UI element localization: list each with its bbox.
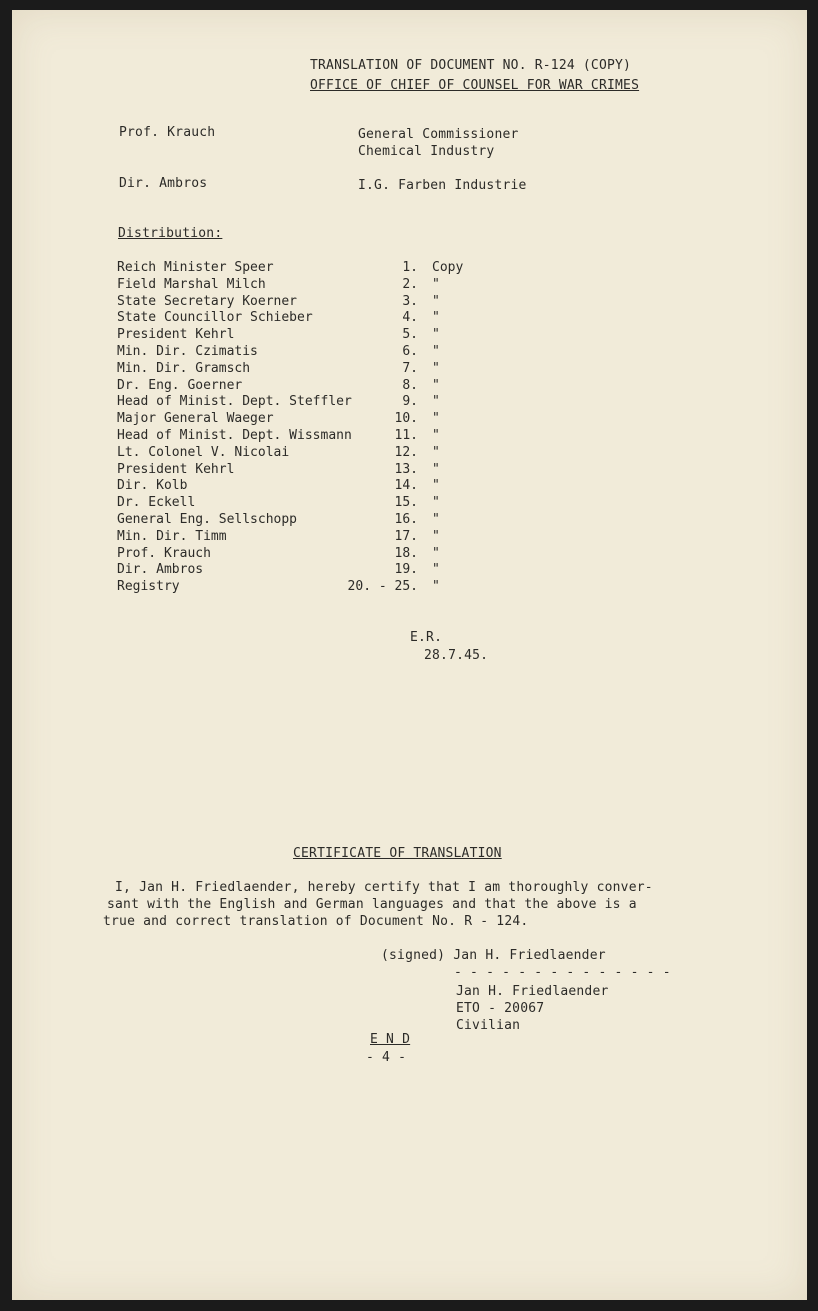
distribution-row: [12, 445, 807, 461]
copy-number: 20. - 25.: [347, 579, 418, 595]
recipient-name: Dir. Ambros: [117, 562, 204, 578]
recipient-name: State Secretary Koerner: [117, 293, 298, 309]
copy-number: 18.: [394, 545, 418, 561]
copy-mark: ": [432, 327, 440, 343]
distribution-row: [12, 411, 807, 427]
distribution-row: [12, 478, 807, 494]
signature-rule: - - - - - - - - - - - - - -: [454, 965, 671, 980]
copy-number: 7.: [402, 360, 418, 376]
copy-number: 15.: [394, 495, 418, 511]
copy-number: 2.: [402, 276, 418, 292]
distribution-row: [12, 512, 807, 528]
recipient-name: Dr. Eckell: [117, 495, 196, 511]
copy-number: 12.: [394, 444, 418, 460]
document-date: 28.7.45.: [424, 648, 489, 663]
distribution-row: [12, 294, 807, 310]
copy-number: 4.: [402, 310, 418, 326]
copy-mark: ": [432, 428, 440, 443]
distribution-row: [12, 277, 807, 293]
copy-mark: ": [432, 344, 440, 359]
end-mark: E N D: [370, 1032, 411, 1047]
copy-mark: ": [432, 562, 440, 578]
page-number: - 4 -: [366, 1050, 407, 1065]
recipient-name: Min. Dir. Czimatis: [117, 344, 258, 359]
distribution-row: [12, 495, 807, 511]
distribution-row: [12, 394, 807, 410]
document-page: [12, 10, 807, 1300]
recipient-name: Reich Minister Speer: [117, 260, 274, 275]
distribution-heading: Distribution:: [118, 226, 223, 241]
copy-number: 8.: [402, 377, 418, 393]
header-office: OFFICE OF CHIEF OF COUNSEL FOR WAR CRIMES: [310, 78, 640, 93]
copy-mark: ": [432, 293, 440, 309]
recipient-name: President Kehrl: [117, 461, 235, 477]
copy-number: 13.: [394, 461, 418, 477]
recipient-name: Dir. Kolb: [117, 478, 188, 494]
copy-number: 16.: [394, 512, 418, 527]
copy-mark: ": [432, 276, 440, 292]
addressee-title: General Commissioner: [358, 127, 519, 142]
copy-mark: ": [432, 579, 440, 595]
certificate-body-line: I, Jan H. Friedlaender, hereby certify that I am thoroughly conver-: [115, 880, 653, 895]
recipient-name: State Councillor Schieber: [117, 310, 313, 326]
recipient-name: Min. Dir. Timm: [117, 528, 227, 544]
copy-number: 3.: [402, 293, 418, 309]
translator-serial: ETO - 20067: [456, 1001, 545, 1016]
copy-mark: ": [432, 310, 440, 326]
distribution-row: [12, 529, 807, 545]
copy-number: 9.: [402, 394, 418, 410]
distribution-row: [12, 327, 807, 343]
recipient-name: Min. Dir. Gramsch: [117, 360, 251, 376]
recipient-name: President Kehrl: [117, 327, 235, 343]
addressee-title: I.G. Farben Industrie: [358, 178, 527, 193]
distribution-row: [12, 378, 807, 394]
recipient-name: General Eng. Sellschopp: [117, 512, 298, 527]
copy-mark: ": [432, 394, 440, 410]
copy-mark: ": [432, 411, 440, 427]
copy-mark: ": [432, 444, 440, 460]
copy-number: 14.: [394, 478, 418, 494]
translator-name: Jan H. Friedlaender: [456, 984, 609, 999]
recipient-name: Head of Minist. Dept. Steffler: [117, 394, 352, 410]
certificate-body-line: sant with the English and German languages and that the above is a: [107, 897, 637, 912]
header-title: TRANSLATION OF DOCUMENT NO. R-124 (COPY): [310, 58, 632, 73]
recipient-name: Prof. Krauch: [117, 545, 211, 561]
addressee-title: Chemical Industry: [358, 144, 495, 159]
signature-line: (signed) Jan H. Friedlaender: [381, 948, 606, 963]
initials: E.R.: [410, 630, 443, 645]
copy-mark: ": [432, 528, 440, 544]
copy-mark: ": [432, 377, 440, 393]
copy-number: 5.: [402, 327, 418, 343]
distribution-row: [12, 344, 807, 360]
distribution-row: [12, 310, 807, 326]
copy-mark: ": [432, 495, 440, 511]
copy-number: 1.: [402, 260, 418, 275]
copy-mark: ": [432, 512, 440, 527]
copy-mark: ": [432, 461, 440, 477]
copy-number: 17.: [394, 528, 418, 544]
distribution-row: [12, 562, 807, 578]
distribution-row: [12, 361, 807, 377]
recipient-name: Dr. Eng. Goerner: [117, 377, 243, 393]
distribution-row: [12, 546, 807, 562]
copy-mark: Copy: [432, 260, 464, 275]
certificate-body-line: true and correct translation of Document No. R - 124.: [103, 914, 529, 929]
addressee-name: Dir. Ambros: [119, 176, 208, 191]
recipient-name: Registry: [117, 579, 180, 595]
distribution-row: [12, 462, 807, 478]
recipient-name: Lt. Colonel V. Nicolai: [117, 444, 290, 460]
copy-mark: ": [432, 478, 440, 494]
copy-mark: ": [432, 360, 440, 376]
addressee-name: Prof. Krauch: [119, 125, 216, 140]
copy-number: 6.: [402, 344, 418, 359]
distribution-row: [12, 428, 807, 444]
recipient-name: Field Marshal Milch: [117, 276, 266, 292]
copy-number: 10.: [394, 411, 418, 427]
recipient-name: Head of Minist. Dept. Wissmann: [117, 428, 352, 443]
copy-mark: ": [432, 545, 440, 561]
certificate-title: CERTIFICATE OF TRANSLATION: [293, 846, 502, 861]
distribution-row: [12, 579, 807, 595]
copy-number: 19.: [394, 562, 418, 578]
copy-number: 11.: [394, 428, 418, 443]
translator-status: Civilian: [456, 1018, 521, 1033]
distribution-row: [12, 260, 807, 276]
recipient-name: Major General Waeger: [117, 411, 274, 427]
